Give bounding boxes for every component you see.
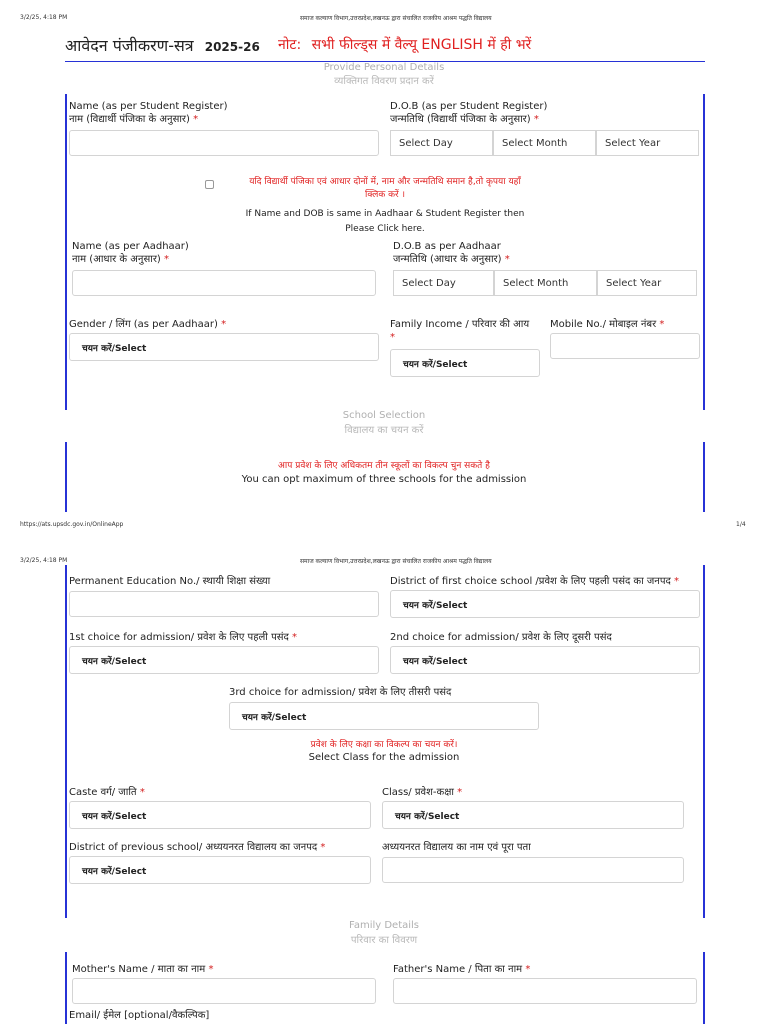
second-choice-select[interactable]: चयन करें/Select — [390, 646, 700, 674]
class-note-hindi: प्रवेश के लिए कक्षा का विकल्प का चयन करें। — [310, 740, 458, 750]
max-schools-hindi: आप प्रवेश के लिए अधिकतम तीन स्कूलों का विकल्प चुन सकते है — [278, 461, 490, 471]
school-heading-en: School Selection — [342, 410, 426, 421]
name-register-label — [69, 100, 228, 126]
print-datetime: 3/2/25, 4:18 PM — [20, 14, 68, 21]
label-text: 1st choice for admission/ प्रवेश के लिए पहली पसंद — [69, 632, 289, 643]
label-en: Name (as per Aadhaar) — [72, 241, 189, 252]
required-mark: * — [292, 632, 298, 643]
family-heading-en: Family Details — [348, 920, 420, 931]
mobile-label — [550, 318, 664, 331]
name-register-input[interactable] — [69, 130, 379, 156]
school-heading-hi: विद्यालय का चयन करें — [344, 425, 424, 436]
print-page-number: 1/4 — [736, 521, 746, 528]
personal-heading-hi: व्यक्तिगत विवरण प्रदान करें — [334, 76, 434, 87]
district-prev-select[interactable]: चयन करें/Select — [69, 856, 371, 884]
label-hi: जन्मतिथि (आधार के अनुसार) — [393, 254, 502, 265]
section-border-right — [703, 952, 705, 1024]
label-text: Mobile No./ मोबाइल नंबर — [550, 319, 657, 330]
pen-input[interactable] — [69, 591, 379, 617]
caste-select[interactable]: चयन करें/Select — [69, 801, 371, 829]
name-aadhaar-input[interactable] — [72, 270, 376, 296]
third-choice-label: 3rd choice for admission/ प्रवेश के लिए तीसरी पसंद — [229, 687, 452, 698]
class-label — [382, 786, 462, 799]
required-mark: * — [193, 114, 199, 125]
label-en: D.O.B as per Aadhaar — [393, 241, 501, 252]
dob-aadhaar-year-select[interactable]: Select Year — [597, 270, 697, 296]
label-text: Class/ प्रवेश-कक्षा — [382, 787, 454, 798]
required-mark: * — [390, 332, 395, 343]
gender-select[interactable]: चयन करें/Select — [69, 333, 379, 361]
prev-school-label: अध्ययनरत विद्यालय का नाम एवं पूरा पता — [382, 842, 531, 853]
english-note — [278, 35, 531, 54]
district-first-label — [390, 575, 679, 588]
note-label: नोट: — [278, 37, 302, 53]
label-text: Father's Name / पिता का नाम — [393, 964, 523, 975]
label-text: Mother's Name / माता का नाम — [72, 964, 206, 975]
first-choice-label — [69, 631, 297, 644]
district-first-select[interactable]: चयन करें/Select — [390, 590, 700, 618]
required-mark: * — [139, 787, 145, 798]
father-label — [393, 963, 530, 976]
dob-register-day-select[interactable]: Select Day — [390, 130, 493, 156]
section-border-left — [65, 442, 67, 512]
label-hi: नाम (विद्यार्थी पंजिका के अनुसार) — [69, 114, 190, 125]
family-income-select[interactable]: चयन करें/Select — [390, 349, 540, 377]
required-mark: * — [164, 254, 170, 265]
required-mark: * — [457, 787, 463, 798]
print-org-header: समाज कल्याण विभाग,उत्तरप्रदेश,लखनऊ द्वारा संचालित राजकीय आश्रम पद्धति विद्यालय — [300, 558, 492, 565]
title-session: 2025-26 — [204, 40, 260, 54]
note-line-2: क्लिक करें । — [365, 190, 405, 200]
caste-label — [69, 786, 145, 799]
label-text: District of previous school/ अध्ययनरत विद्यालय का जनपद — [69, 842, 318, 853]
section-border-right — [703, 94, 705, 410]
label-text: Gender / लिंग (as per Aadhaar) — [69, 319, 218, 330]
required-mark: * — [659, 319, 665, 330]
same-note-english — [220, 207, 550, 237]
required-mark: * — [221, 319, 227, 330]
max-schools-english: You can opt maximum of three schools for the admission — [241, 474, 527, 485]
name-aadhaar-label — [72, 240, 189, 266]
same-note-hindi — [220, 176, 550, 202]
dob-register-year-select[interactable]: Select Year — [596, 130, 699, 156]
dob-aadhaar-label — [393, 240, 510, 266]
required-mark: * — [320, 842, 326, 853]
prev-school-input[interactable] — [382, 857, 684, 883]
dob-aadhaar-month-select[interactable]: Select Month — [494, 270, 597, 296]
section-border-right — [703, 565, 705, 918]
label-en: Name (as per Student Register) — [69, 101, 228, 112]
print-org-header: समाज कल्याण विभाग,उत्तरप्रदेश,लखनऊ द्वारा संचालित राजकीय आश्रम पद्धति विद्यालय — [300, 15, 492, 22]
gender-label — [69, 318, 226, 331]
label-text: Family Income / परिवार की आय — [390, 319, 530, 330]
note-line-2: Please Click here. — [345, 224, 425, 234]
second-choice-label: 2nd choice for admission/ प्रवेश के लिए दूसरी पसंद — [390, 632, 612, 643]
mother-label — [72, 963, 213, 976]
note-line-1: यदि विद्यार्थी पंजिका एवं आधार दोनों में, नाम और जन्मतिथि समान है,तो कृपया यहाँ — [249, 177, 521, 187]
email-label: Email/ ईमेल [optional/वैकल्पिक] — [69, 1010, 210, 1021]
print-datetime: 3/2/25, 4:18 PM — [20, 557, 68, 564]
note-text: सभी फील्ड्स में वैल्यू ENGLISH में ही भरें — [311, 37, 532, 53]
dob-aadhaar-day-select[interactable]: Select Day — [393, 270, 494, 296]
family-income-label — [390, 318, 529, 344]
personal-heading-en: Provide Personal Details — [323, 62, 445, 73]
family-heading-hi: परिवार का विवरण — [350, 935, 418, 946]
section-border-left — [65, 565, 67, 918]
required-mark: * — [525, 964, 531, 975]
section-border-left — [65, 952, 67, 1024]
section-border-left — [65, 94, 67, 410]
class-select[interactable]: चयन करें/Select — [382, 801, 684, 829]
required-mark: * — [674, 576, 680, 587]
first-choice-select[interactable]: चयन करें/Select — [69, 646, 379, 674]
dob-register-month-select[interactable]: Select Month — [493, 130, 596, 156]
pen-label: Permanent Education No./ स्थायी शिक्षा संख्या — [69, 576, 271, 587]
father-name-input[interactable] — [393, 978, 697, 1004]
label-text: Caste वर्ग/ जाति — [69, 787, 137, 798]
page-title — [65, 34, 260, 56]
label-en: D.O.B (as per Student Register) — [390, 101, 548, 112]
mother-name-input[interactable] — [72, 978, 376, 1004]
print-url: https://ats.upsdc.gov.in/OnlineApp — [20, 521, 124, 528]
note-line-1: If Name and DOB is same in Aadhaar & Student Register then — [245, 209, 525, 219]
third-choice-select[interactable]: चयन करें/Select — [229, 702, 539, 730]
required-mark: * — [208, 964, 214, 975]
required-mark: * — [533, 114, 539, 125]
district-prev-label — [69, 841, 325, 854]
label-text: District of first choice school /प्रवेश के लिए पहली पसंद का जनपद — [390, 576, 671, 587]
label-hi: नाम (आधार के अनुसार) — [72, 254, 161, 265]
class-note-english: Select Class for the admission — [308, 752, 460, 763]
same-details-checkbox[interactable] — [205, 180, 214, 189]
section-border-right — [703, 442, 705, 512]
label-hi: जन्मतिथि (विद्यार्थी पंजिका के अनुसार) — [390, 114, 531, 125]
dob-register-label — [390, 100, 547, 126]
mobile-input[interactable] — [550, 333, 700, 359]
title-hindi: आवेदन पंजीकरण-सत्र — [65, 36, 194, 55]
required-mark: * — [504, 254, 510, 265]
